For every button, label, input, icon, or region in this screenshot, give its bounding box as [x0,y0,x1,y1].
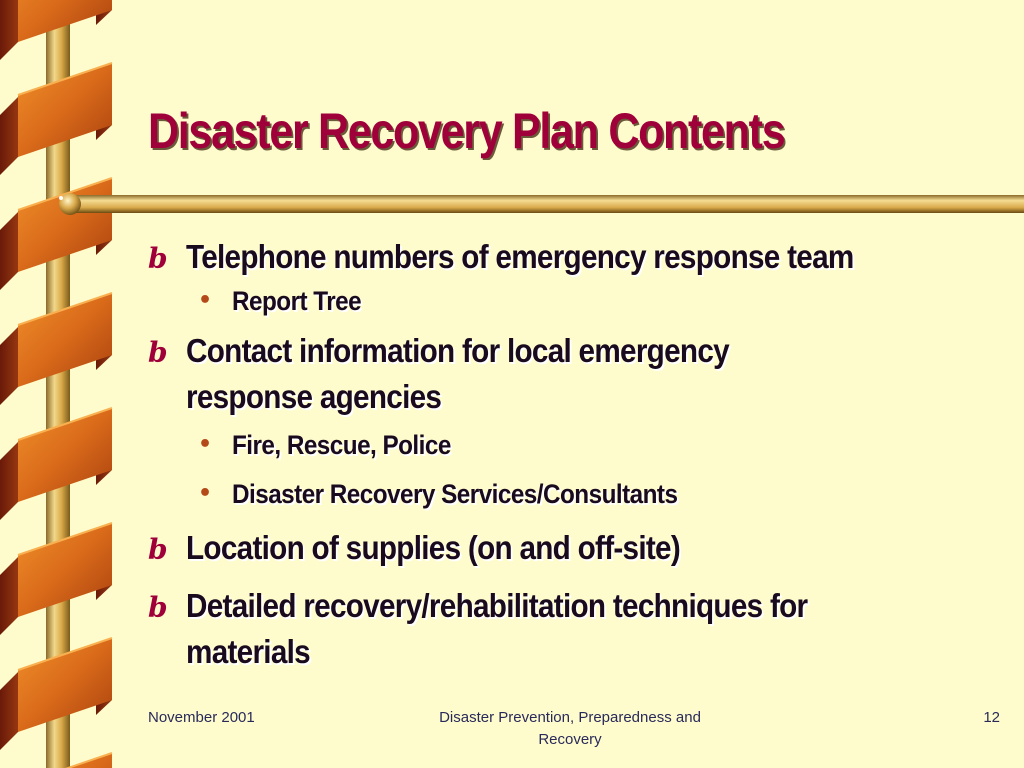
bullet-text: Contact information for local emergency response agencies [186,332,729,415]
bullet-list [148,234,1008,675]
sub-list-item [148,282,1008,320]
sub-bullet-icon: • [198,481,212,506]
sub-bullet-icon: • [198,288,212,313]
bullet-text: Telephone numbers of emergency response team [186,238,854,275]
list-item [148,525,1008,571]
sub-list-item [148,426,1008,464]
bullet-text: Detailed recovery/rehabilitation techniques for materials [186,587,808,670]
bullet-icon: b [148,533,167,566]
slide-title: Disaster Recovery Plan Contents [148,103,785,159]
footer-presentation-title: Disaster Prevention, Preparedness and Recovery [439,709,701,748]
footer-date: November 2001 [148,709,255,726]
sub-bullet-text: Fire, Rescue, Police [232,430,451,460]
footer-page-number: 12 [983,709,1000,726]
list-item [148,583,1008,675]
sub-bullet-icon: • [198,432,212,457]
list-item [148,328,1008,420]
bullet-text: Location of supplies (on and off-site) [186,529,681,566]
bullet-icon: b [148,242,167,275]
twisted-ribbon-decoration [0,0,120,768]
sub-bullet-text: Report Tree [232,286,362,316]
bullet-icon: b [148,336,167,369]
bullet-icon: b [148,591,167,624]
gold-rule-bar [58,192,1024,216]
sub-bullet-text: Disaster Recovery Services/Consultants [232,479,678,509]
sub-list-item [148,475,1008,513]
list-item [148,234,1008,280]
